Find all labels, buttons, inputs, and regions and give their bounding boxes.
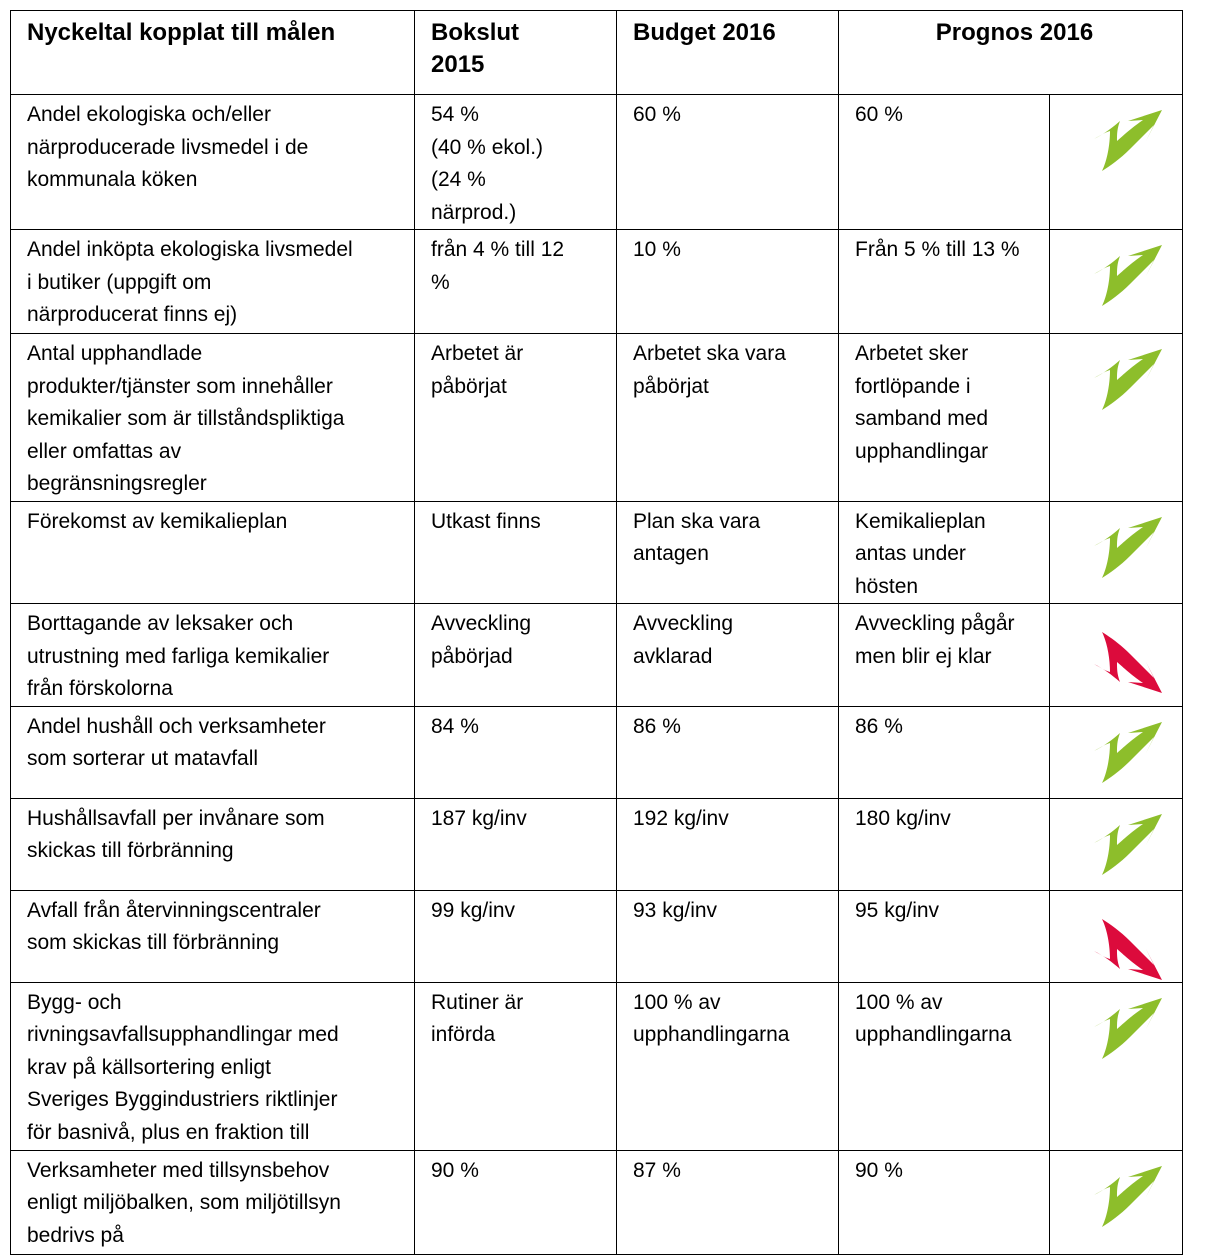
cell-line: Andel ekologiska och/eller [27, 103, 271, 126]
cell-line: Utkast finns [431, 509, 541, 533]
cell-line: samband med [855, 407, 989, 430]
table-row [11, 706, 1183, 798]
cell-prognos [839, 501, 1050, 604]
cell-line: 87 % [633, 1158, 681, 1182]
cell-bokslut [415, 982, 617, 1150]
table-row [11, 334, 1183, 502]
header-indicator: Nyckeltal kopplat till målen [11, 11, 415, 95]
table-row [11, 95, 1183, 230]
table-row [11, 982, 1183, 1150]
trend-cell [1050, 95, 1183, 230]
cell-budget [617, 334, 839, 502]
cell-prognos [839, 1150, 1050, 1254]
cell-indicator [11, 798, 415, 890]
cell-line: Avveckling [431, 612, 531, 635]
trend-cell [1050, 982, 1183, 1150]
cell-bokslut [415, 604, 617, 707]
table-row [11, 798, 1183, 890]
trend-cell [1050, 706, 1183, 798]
table-row [11, 890, 1183, 982]
cell-line: enligt miljöbalken, som miljötillsyn [27, 1191, 341, 1214]
cell-line: 192 kg/inv [633, 806, 729, 830]
trend-cell [1050, 798, 1183, 890]
cell-line: fortlöpande i [855, 374, 971, 398]
cell-budget [617, 230, 839, 334]
cell-line: som sorterar ut matavfall [27, 747, 259, 770]
trend-cell [1050, 890, 1183, 982]
cell-indicator [11, 230, 415, 334]
cell-bokslut [415, 798, 617, 890]
cell-line: Andel hushåll och verksamheter [27, 714, 326, 738]
trend-cell [1050, 1150, 1183, 1254]
cell-line: Plan ska vara [633, 509, 761, 533]
cell-budget [617, 706, 839, 798]
cell-line: men blir ej klar [855, 644, 992, 668]
up-arrow-icon [1086, 516, 1166, 596]
cell-line: Förekomst av kemikalieplan [27, 509, 288, 533]
cell-indicator [11, 604, 415, 707]
cell-bokslut [415, 706, 617, 798]
cell-line: Verksamheter med tillsynsbehov [27, 1158, 330, 1182]
trend-cell [1050, 501, 1183, 604]
cell-line: 90 % [431, 1158, 479, 1182]
cell-line: närprod.) [431, 200, 517, 224]
cell-line: 99 kg/inv [431, 898, 516, 922]
cell-indicator [11, 334, 415, 502]
cell-line: i butiker (uppgift om [27, 270, 212, 294]
table-row [11, 1150, 1183, 1254]
trend-cell [1050, 604, 1183, 707]
cell-bokslut [415, 890, 617, 982]
up-arrow-icon [1086, 1165, 1166, 1245]
cell-line: 60 % [633, 103, 681, 126]
cell-line: Borttagande av leksaker och [27, 612, 294, 635]
cell-prognos [839, 798, 1050, 890]
cell-prognos [839, 982, 1050, 1150]
cell-line: Avveckling pågår [855, 612, 1015, 635]
cell-prognos [839, 334, 1050, 502]
cell-line: Sveriges Byggindustriers riktlinjer [27, 1088, 338, 1111]
cell-line: (40 % ekol.) [431, 135, 544, 159]
table-row [11, 604, 1183, 707]
cell-line: upphandlingarna [633, 1023, 790, 1046]
cell-prognos [839, 230, 1050, 334]
cell-line: Avfall från återvinningscentraler [27, 898, 321, 922]
cell-prognos [839, 604, 1050, 707]
cell-indicator [11, 982, 415, 1150]
cell-bokslut [415, 501, 617, 604]
cell-indicator [11, 706, 415, 798]
cell-line: Kemikalieplan [855, 509, 986, 533]
cell-budget [617, 798, 839, 890]
header-bokslut-line1: Bokslut [431, 19, 520, 46]
cell-bokslut [415, 334, 617, 502]
cell-prognos [839, 706, 1050, 798]
cell-indicator [11, 501, 415, 604]
cell-bokslut [415, 95, 617, 230]
cell-line: för basnivå, plus en fraktion till [27, 1120, 310, 1144]
cell-line: 60 % [855, 103, 903, 126]
cell-line: 100 % av [633, 990, 721, 1014]
cell-line: Rutiner är [431, 990, 524, 1014]
trend-cell [1050, 230, 1183, 334]
table-body [11, 95, 1183, 1255]
cell-line: % [431, 270, 450, 294]
up-arrow-icon [1086, 721, 1166, 799]
cell-budget [617, 501, 839, 604]
cell-line: rivningsavfallsupphandlingar med [27, 1023, 339, 1046]
key-indicators-table [10, 10, 1183, 1255]
down-arrow-icon [1086, 618, 1166, 698]
cell-line: påbörjad [431, 644, 513, 668]
cell-line: från förskolorna [27, 677, 173, 700]
cell-line: från 4 % till 12 [431, 238, 565, 261]
cell-budget [617, 95, 839, 230]
cell-indicator [11, 890, 415, 982]
cell-bokslut [415, 230, 617, 334]
cell-line: 90 % [855, 1158, 903, 1182]
cell-line: kommunala köken [27, 168, 198, 191]
cell-line: Antal upphandlade [27, 342, 203, 365]
cell-line: 86 % [855, 714, 903, 738]
cell-line: Från 5 % till 13 % [855, 238, 1020, 261]
up-arrow-icon [1086, 348, 1166, 428]
table-row [11, 230, 1183, 334]
cell-line: eller omfattas av [27, 439, 182, 463]
cell-line: skickas till förbränning [27, 839, 234, 862]
cell-line: 187 kg/inv [431, 806, 527, 830]
trend-cell [1050, 334, 1183, 502]
cell-line: 86 % [633, 714, 681, 738]
cell-line: påbörjat [431, 374, 507, 398]
cell-line: hösten [855, 574, 919, 598]
cell-line: krav på källsortering enligt [27, 1055, 271, 1079]
cell-line: antagen [633, 542, 709, 565]
cell-line: 100 % av [855, 990, 943, 1014]
cell-line: 93 kg/inv [633, 898, 718, 922]
cell-line: närproducerade livsmedel i de [27, 135, 309, 159]
cell-line: Andel inköpta ekologiska livsmedel [27, 238, 353, 261]
cell-line: Arbetet sker [855, 342, 969, 365]
cell-line: begränsningsregler [27, 472, 207, 495]
cell-line: upphandlingarna [855, 1023, 1012, 1046]
cell-line: påbörjat [633, 374, 709, 398]
up-arrow-icon [1086, 997, 1166, 1077]
cell-line: 84 % [431, 714, 479, 738]
cell-budget [617, 604, 839, 707]
cell-line: utrustning med farliga kemikalier [27, 644, 330, 668]
up-arrow-icon [1086, 244, 1166, 324]
header-bokslut-line2: 2015 [431, 51, 485, 78]
cell-prognos [839, 890, 1050, 982]
cell-line: 10 % [633, 238, 681, 261]
cell-line: som skickas till förbränning [27, 931, 280, 954]
cell-line: 95 kg/inv [855, 898, 940, 922]
header-budget: Budget 2016 [617, 11, 839, 95]
cell-indicator [11, 1150, 415, 1254]
table-row [11, 501, 1183, 604]
cell-line: avklarad [633, 644, 713, 668]
cell-line: Arbetet är [431, 342, 524, 365]
cell-line: antas under [855, 542, 966, 565]
cell-line: Bygg- och [27, 990, 122, 1014]
header-prognos: Prognos 2016 [839, 11, 1183, 95]
cell-indicator [11, 95, 415, 230]
cell-line: bedrivs på [27, 1223, 124, 1247]
cell-line: Arbetet ska vara [633, 342, 786, 365]
cell-line: produkter/tjänster som innehåller [27, 374, 333, 398]
cell-line: närproducerat finns ej) [27, 303, 238, 326]
cell-line: 180 kg/inv [855, 806, 951, 830]
down-arrow-icon [1086, 905, 1166, 983]
header-row [11, 11, 1183, 95]
up-arrow-icon [1086, 813, 1166, 891]
cell-budget [617, 890, 839, 982]
cell-line: kemikalier som är tillståndspliktiga [27, 407, 345, 430]
cell-line: Hushållsavfall per invånare som [27, 806, 325, 830]
cell-line: (24 % [431, 168, 486, 191]
cell-line: 54 % [431, 103, 479, 126]
cell-line: Avveckling [633, 612, 733, 635]
header-bokslut [415, 11, 617, 95]
cell-line: införda [431, 1023, 496, 1046]
cell-budget [617, 982, 839, 1150]
up-arrow-icon [1086, 109, 1166, 189]
cell-budget [617, 1150, 839, 1254]
cell-bokslut [415, 1150, 617, 1254]
cell-prognos [839, 95, 1050, 230]
cell-line: upphandlingar [855, 439, 989, 463]
